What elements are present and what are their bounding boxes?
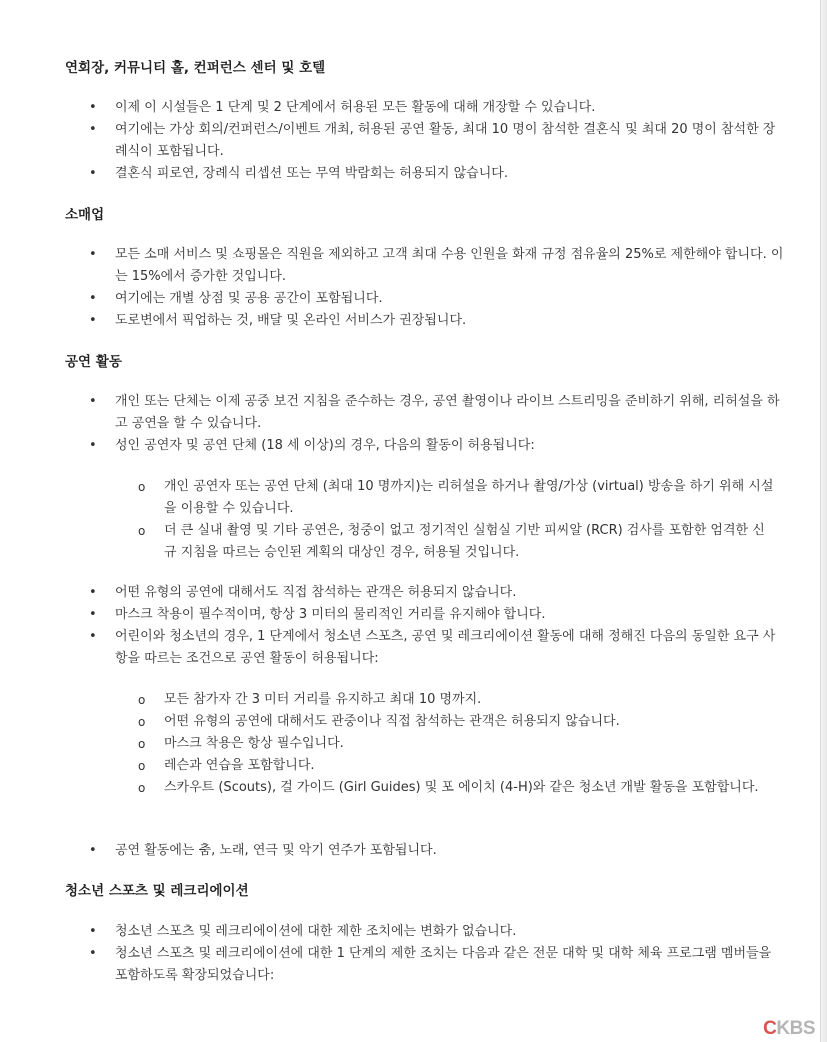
circle-bullet-icon: o: [138, 715, 146, 729]
bullet-icon: •: [89, 247, 97, 262]
bullet-icon: •: [89, 291, 97, 306]
sub-list-item: o 스카우트 (Scouts), 걸 가이드 (Girl Guides) 및 포 에이치 (4-H)와 같은 청소년 개발 활동을 포함합니다.: [164, 777, 774, 799]
circle-bullet-icon: o: [138, 480, 146, 494]
circle-bullet-icon: o: [138, 781, 146, 795]
list-item: • 청소년 스포츠 및 레크리에이션에 대한 1 단계의 제한 조치는 다음과 같은 전문 대학 및 대학 체육 프로그램 멤버들을 포함하도록 확장되었습니다:: [115, 943, 785, 987]
circle-bullet-icon: o: [138, 693, 146, 707]
ckbs-logo: CKBS: [763, 1018, 815, 1039]
list-item: • 여기에는 개별 상점 및 공용 공간이 포함됩니다.: [115, 288, 785, 310]
bullet-icon: •: [89, 629, 97, 644]
circle-bullet-icon: o: [138, 737, 146, 751]
page-edge: [820, 0, 827, 1042]
list-item: • 결혼식 피로연, 장례식 리셉션 또는 무역 박람회는 허용되지 않습니다.: [115, 163, 785, 185]
sub-list-item: o 마스크 착용은 항상 필수입니다.: [164, 733, 774, 755]
list-item: • 이제 이 시설들은 1 단계 및 2 단계에서 허용된 모든 활동에 대해 개장할 수 있습니다.: [115, 97, 785, 119]
bullet-icon: •: [89, 607, 97, 622]
bullet-icon: •: [89, 166, 97, 181]
sub-list-item: o 레슨과 연습을 포함합니다.: [164, 755, 774, 777]
list-item: • 청소년 스포츠 및 레크리에이션에 대한 제한 조치에는 변화가 없습니다.: [115, 921, 785, 943]
bullet-icon: •: [89, 438, 97, 453]
circle-bullet-icon: o: [138, 524, 146, 538]
list-item: • 마스크 착용이 필수적이며, 항상 3 미터의 물리적인 거리를 유지해야 합니다.: [115, 604, 785, 626]
section-heading-retail: 소매업: [65, 207, 105, 223]
bullet-icon: •: [89, 924, 97, 939]
list-item: • 모든 소매 서비스 및 쇼핑몰은 직원을 제외하고 고객 최대 수용 인원을 화재 규정 점유율의 25%로 제한해야 합니다. 이는 15%에서 증가한 것입니다.: [115, 244, 785, 288]
list-item: • 공연 활동에는 춤, 노래, 연극 및 악기 연주가 포함됩니다.: [115, 840, 785, 862]
bullet-icon: •: [89, 122, 97, 137]
bullet-icon: •: [89, 946, 97, 961]
bullet-icon: •: [89, 394, 97, 409]
sub-list-item: o 개인 공연자 또는 공연 단체 (최대 10 명까지)는 리허설을 하거나 촬영/가상 (virtual) 방송을 하기 위해 시설을 이용할 수 있습니다.: [164, 476, 774, 520]
sub-list-item: o 모든 참가자 간 3 미터 거리를 유지하고 최대 10 명까지.: [164, 689, 774, 711]
list-item: • 어떤 유형의 공연에 대해서도 직접 참석하는 관객은 허용되지 않습니다.: [115, 582, 785, 604]
list-item: • 개인 또는 단체는 이제 공중 보건 지침을 준수하는 경우, 공연 촬영이나 라이브 스트리밍을 준비하기 위해, 리허설을 하고 공연을 할 수 있습니다.: [115, 391, 785, 435]
section-heading-banquet-halls: 연회장, 커뮤니티 홀, 컨퍼런스 센터 및 호텔: [65, 60, 326, 76]
section-heading-youth-sports: 청소년 스포츠 및 레크리에이션: [65, 883, 249, 899]
list-item: • 성인 공연자 및 공연 단체 (18 세 이상)의 경우, 다음의 활동이 허용됩니다:: [115, 435, 785, 457]
bullet-icon: •: [89, 100, 97, 115]
bullet-icon: •: [89, 585, 97, 600]
list-item: • 어린이와 청소년의 경우, 1 단계에서 청소년 스포츠, 공연 및 레크리에이션 활동에 대해 정해진 다음의 동일한 요구 사항을 따르는 조건으로 공연 활동이 허용됩니다:: [115, 626, 785, 670]
bullet-icon: •: [89, 843, 97, 858]
list-item: • 도로변에서 픽업하는 것, 배달 및 온라인 서비스가 권장됩니다.: [115, 310, 785, 332]
bullet-icon: •: [89, 313, 97, 328]
section-heading-performing-arts: 공연 활동: [65, 354, 122, 370]
circle-bullet-icon: o: [138, 759, 146, 773]
sub-list-item: o 어떤 유형의 공연에 대해서도 관중이나 직접 참석하는 관객은 허용되지 않습니다.: [164, 711, 774, 733]
list-item: • 여기에는 가상 회의/컨퍼런스/이벤트 개최, 허용된 공연 활동, 최대 10 명이 참석한 결혼식 및 최대 20 명이 참석한 장례식이 포함됩니다.: [115, 119, 785, 163]
sub-list-item: o 더 큰 실내 촬영 및 기타 공연은, 청중이 없고 정기적인 실험실 기반 피씨알 (RCR) 검사를 포함한 엄격한 신규 지침을 따르는 승인된 계획의 대상인 경우, 허용될 것입니다.: [164, 520, 774, 564]
